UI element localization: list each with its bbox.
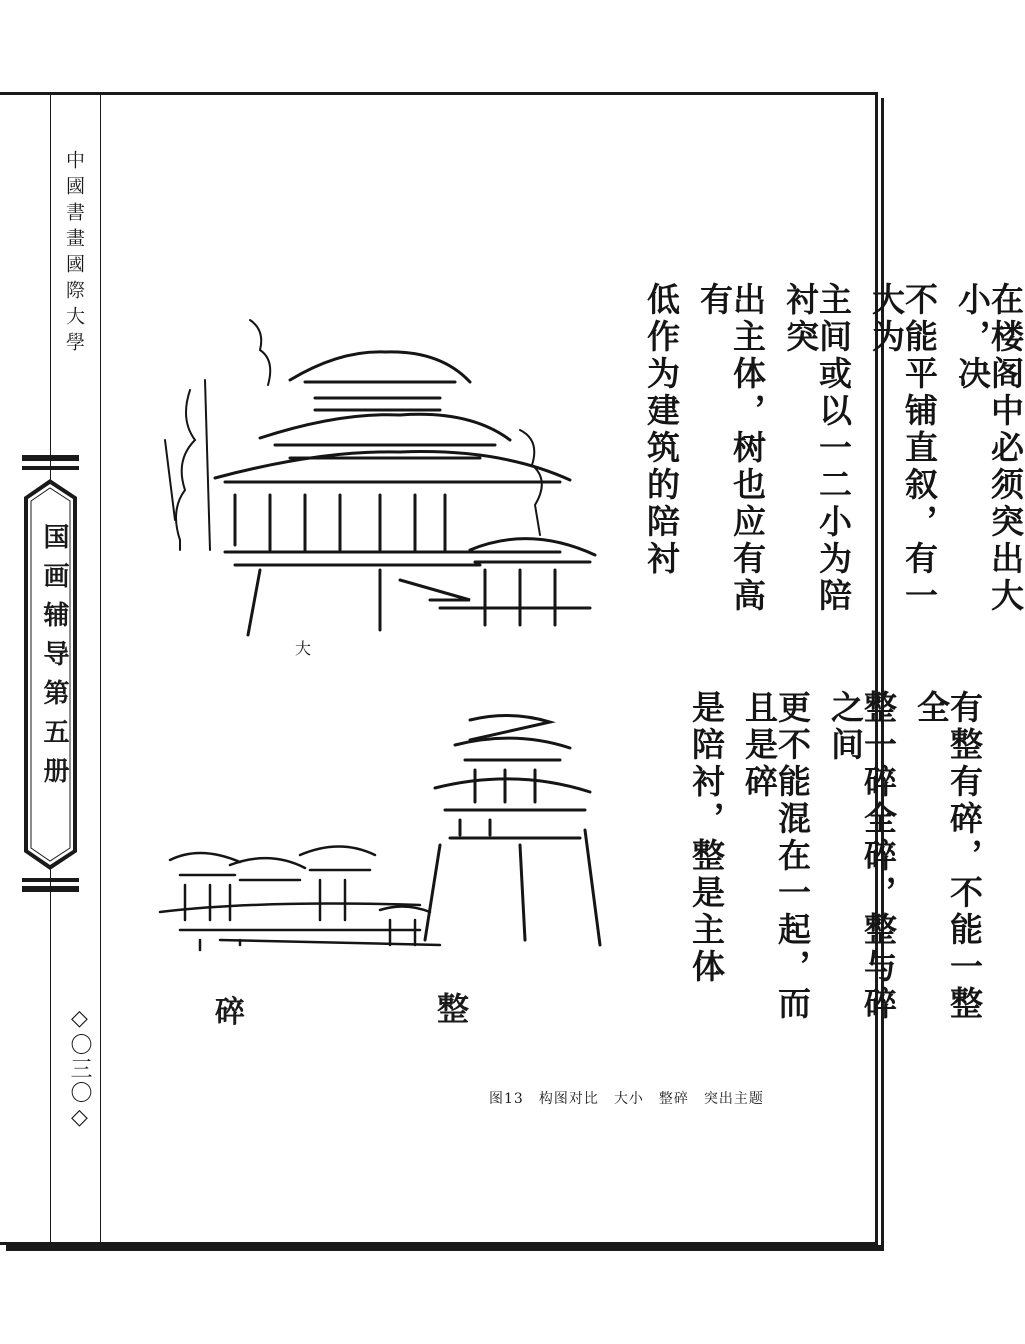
label-whole: 整 — [437, 990, 470, 1028]
title-bar-bottom-thick — [22, 886, 79, 892]
figure-caption: 图13 构图对比 大小 整碎 突出主题 — [489, 1091, 764, 1107]
calligraphy-top-col-2: 不能平铺直叙，有一大为 — [867, 282, 939, 615]
calligraphy-bottom-col-2: 整一碎全碎，整与碎之间 — [826, 690, 898, 1023]
frame-shadow-right — [881, 98, 884, 1251]
tower-drawing — [425, 715, 600, 945]
calligraphy-top-col-5: 低作为建筑的陪衬 — [642, 282, 681, 578]
title-bar-bottom-thin — [22, 878, 79, 882]
title-bar-top-thin — [22, 466, 79, 470]
calligraphy-top-col-1: 在楼阁中必须突出大小，决 — [953, 282, 1025, 615]
school-name: 中國書畫國際大學 — [63, 150, 85, 358]
label-fragmented: 碎 — [215, 995, 245, 1030]
small-pavilions-drawing — [160, 847, 440, 951]
large-pavilion-drawing — [215, 352, 595, 635]
book-title: 国画辅导第五册 — [39, 523, 69, 796]
calligraphy-top-inscription — [625, 282, 1025, 642]
label-big: 大 — [295, 639, 312, 658]
pavilion-ink-sketch — [140, 290, 620, 1050]
calligraphy-top-col-4: 出主体，树也应有高有 — [695, 282, 767, 615]
calligraphy-top-col-3: 主间或以一二小为陪衬突 — [781, 282, 853, 615]
calligraphy-bottom-col-1: 有整有碎，不能一整全 — [912, 690, 984, 1023]
title-bar-top-thick — [22, 455, 79, 461]
spine-line-right — [100, 92, 101, 1245]
frame-shadow-bottom — [6, 1245, 884, 1251]
calligraphy-bottom-col-3: 更不能混在一起，而且是碎 — [740, 690, 812, 1023]
calligraphy-bottom-col-4: 是陪衬，整是主体 — [687, 690, 726, 986]
page-number: ◇〇三〇◇ — [67, 1006, 92, 1132]
calligraphy-bottom-inscription — [670, 690, 984, 1050]
